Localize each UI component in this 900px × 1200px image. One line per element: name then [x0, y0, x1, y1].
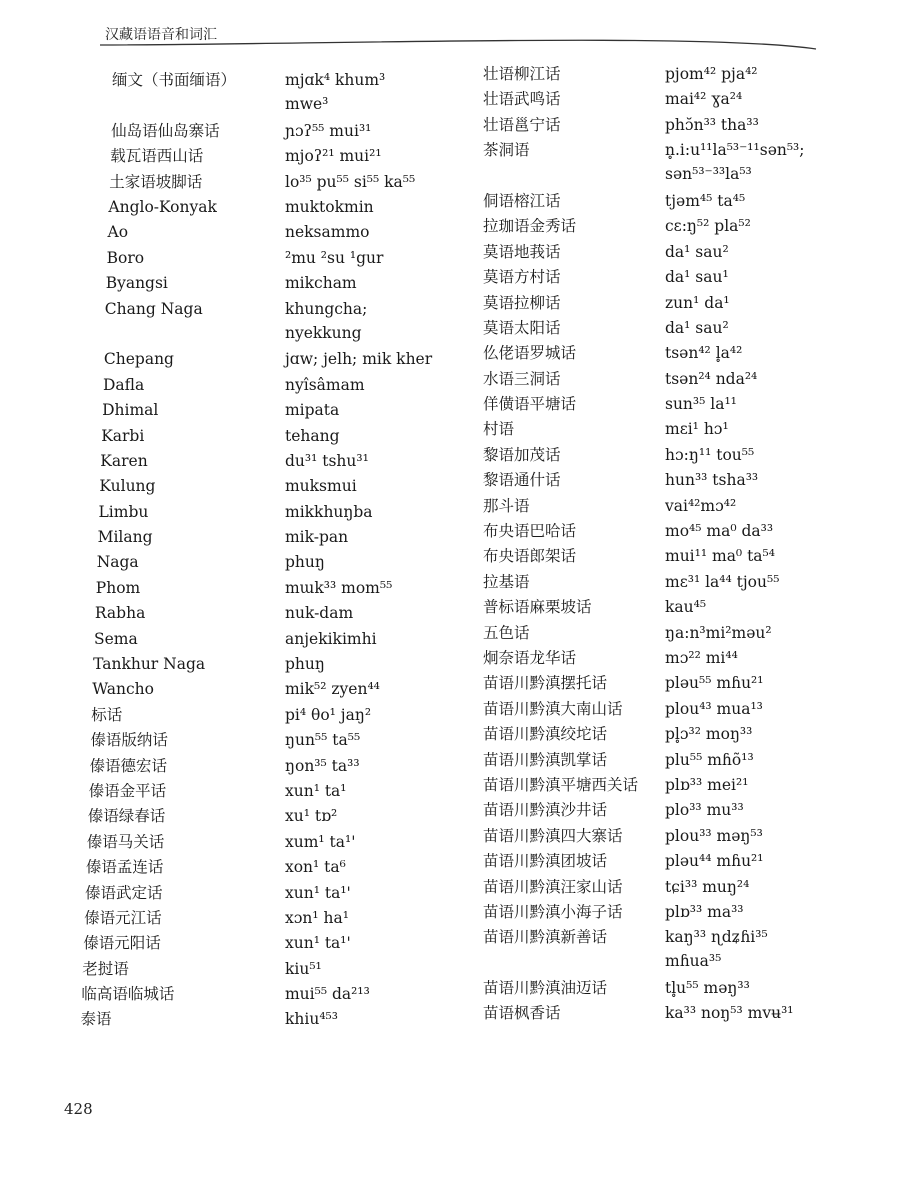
- entry-row: [80, 297, 432, 348]
- word-forms: [285, 576, 392, 600]
- language-name: 傣语马关话: [86, 832, 165, 851]
- language-name: 莫语地莪话: [483, 242, 561, 261]
- phonetic-form: ŋun⁵⁵ ta⁵⁵: [284, 731, 361, 750]
- word-forms: [285, 982, 370, 1006]
- phonetic-form: mik-pan: [284, 528, 349, 547]
- word-forms: [285, 931, 351, 955]
- phonetic-form: mjoʔ²¹ mui²¹: [284, 147, 382, 166]
- language-name: 载瓦语西山话: [110, 147, 204, 166]
- phonetic-form: hun³³ tsha³³: [665, 471, 759, 490]
- language-name: 苗语川黔滇汪家山话: [483, 877, 623, 896]
- phonetic-form: anjekikimhi: [285, 629, 377, 648]
- phonetic-form: plou³³ məŋ⁵³: [665, 826, 763, 845]
- word-forms: [285, 830, 356, 854]
- word-forms: [285, 68, 385, 116]
- entry-row: [483, 925, 805, 976]
- language-name: 布央语郎架话: [483, 547, 577, 566]
- entry-row: [80, 525, 432, 550]
- phonetic-form: lo³⁵ pu⁵⁵ si⁵⁵ ka⁵⁵: [284, 172, 416, 191]
- language-name: 傣语元江话: [84, 908, 162, 927]
- phonetic-form: nyîsâmam: [285, 375, 365, 394]
- language-name: Anglo-Konyak: [108, 197, 217, 216]
- language-name: 苗语枫香话: [483, 1004, 561, 1023]
- word-forms: [665, 494, 736, 518]
- entry-row: [483, 900, 805, 925]
- running-title: 汉藏语语音和词汇: [105, 27, 217, 43]
- word-forms: [285, 449, 369, 473]
- language-name: Rabha: [94, 604, 146, 623]
- word-forms: [285, 1007, 338, 1031]
- word-forms: [665, 697, 763, 721]
- language-name: 壮语邕宁话: [483, 115, 561, 134]
- word-forms: [285, 525, 348, 549]
- word-forms: [285, 398, 339, 422]
- entry-row: [80, 474, 432, 499]
- language-name: 莫语太阳话: [483, 318, 561, 337]
- entry-row: [80, 754, 432, 779]
- phonetic-form: xum¹ ta¹': [284, 832, 356, 851]
- language-name: Tankhur Naga: [93, 655, 206, 674]
- phonetic-form: mik⁵² zyen⁴⁴: [284, 680, 380, 699]
- word-forms: [665, 189, 745, 213]
- phonetic-form: mo⁴⁵ ma⁰ da³³: [665, 522, 774, 541]
- language-name: 傣语金平话: [88, 781, 167, 800]
- language-name: 泰语: [80, 1010, 112, 1029]
- word-forms: [285, 957, 322, 981]
- entry-row: [80, 424, 432, 449]
- entry-row: [483, 367, 805, 392]
- word-forms: [665, 925, 768, 973]
- word-forms: [665, 468, 758, 492]
- phonetic-form: jɑw; jelh; mik kher: [284, 350, 433, 369]
- entry-row: [483, 798, 805, 823]
- phonetic-form: xu¹ tɒ²: [284, 807, 338, 826]
- right-column: [483, 62, 805, 1027]
- phonetic-form: ka³³ noŋ⁵³ mvʉ³¹: [665, 1004, 794, 1023]
- language-name: 莫语拉柳话: [483, 293, 561, 312]
- language-name: 苗语川黔滇新善话: [483, 928, 608, 947]
- language-name: Sema: [94, 629, 138, 648]
- phonetic-form: tsən²⁴ nda²⁴: [665, 369, 758, 388]
- phonetic-form: mai⁴² ɣa²⁴: [665, 90, 743, 109]
- language-name: Chang Naga: [104, 299, 203, 318]
- word-forms: [665, 621, 772, 645]
- entry-row: [483, 621, 805, 646]
- entry-row: [483, 849, 805, 874]
- language-name: 老挝语: [82, 959, 129, 978]
- language-name: 佯僙语平塘话: [483, 395, 577, 414]
- entry-row: [80, 550, 432, 575]
- word-forms: [285, 855, 346, 879]
- phonetic-form: plu⁵⁵ mɦõ¹³: [665, 750, 754, 769]
- phonetic-form: mɛi¹ hɔ¹: [665, 420, 729, 439]
- word-forms: [665, 62, 758, 86]
- entry-row: [80, 728, 432, 753]
- entry-row: [483, 646, 805, 671]
- entry-row: [483, 595, 805, 620]
- phonetic-form: plo³³ mu³³: [665, 801, 744, 820]
- phonetic-form: tehang: [284, 426, 340, 445]
- language-name: 那斗语: [483, 496, 530, 515]
- word-forms: [665, 240, 729, 264]
- entry-row: [80, 830, 432, 855]
- word-forms: [285, 119, 371, 143]
- word-forms: [665, 798, 744, 822]
- entry-row: [483, 265, 805, 290]
- entry-row: [483, 341, 805, 366]
- phonetic-form: xon¹ ta⁶: [284, 858, 346, 877]
- language-name: 炯奈语龙华话: [483, 649, 577, 667]
- language-name: Ao: [107, 223, 129, 242]
- phonetic-form: mui⁵⁵ da²¹³: [284, 985, 370, 1004]
- word-forms: [665, 646, 738, 670]
- phonetic-form: tjəm⁴⁵ ta⁴⁵: [665, 191, 746, 210]
- word-forms: [285, 195, 374, 219]
- word-forms: [665, 773, 748, 797]
- phonetic-form: ²mu ²su ¹gur: [284, 248, 384, 267]
- phonetic-form: mɯk³³ mom⁵⁵: [284, 578, 393, 597]
- entry-row: [80, 804, 432, 829]
- phonetic-form: ŋa:n³mi²məu²: [665, 623, 772, 642]
- language-name: 苗语川黔滇沙井话: [483, 801, 608, 820]
- word-forms: [285, 906, 349, 930]
- phonetic-form: plɒ³³ mei²¹: [665, 775, 749, 794]
- word-forms: [285, 550, 325, 574]
- language-name: 黎语加茂话: [483, 445, 561, 464]
- entry-row: [80, 957, 432, 982]
- entry-row: [80, 906, 432, 931]
- word-forms: [665, 392, 737, 416]
- word-forms: [285, 246, 383, 270]
- language-name: 傣语绿春话: [87, 807, 166, 826]
- language-name: 布央语巴哈话: [483, 522, 577, 541]
- language-name: Milang: [97, 528, 153, 547]
- entry-row: [80, 119, 432, 144]
- phonetic-form: da¹ sau¹: [665, 268, 729, 287]
- phonetic-form: plɒ³³ ma³³: [665, 902, 744, 921]
- entry-row: [80, 246, 432, 271]
- phonetic-form: pjom⁴² pja⁴²: [665, 65, 758, 83]
- phonetic-form: mipata: [284, 401, 340, 420]
- word-forms: [665, 1001, 794, 1025]
- entry-row: [483, 214, 805, 239]
- word-forms: [285, 881, 351, 905]
- phonetic-form: mwe³: [285, 95, 329, 113]
- language-name: Boro: [106, 248, 145, 267]
- word-forms: [285, 170, 415, 194]
- entry-row: [80, 931, 432, 956]
- page-number: 428: [64, 1100, 93, 1118]
- entry-row: [80, 627, 432, 652]
- phonetic-form: kau⁴⁵: [665, 598, 707, 617]
- word-forms: [285, 220, 369, 244]
- word-forms: [285, 804, 337, 828]
- entry-row: [80, 195, 432, 220]
- entry-row: [483, 1001, 805, 1026]
- phonetic-form: nuk-dam: [284, 604, 354, 623]
- language-name: 茶洞语: [483, 141, 530, 160]
- phonetic-form: kaŋ³³ ɳdʑɦi³⁵: [665, 928, 768, 947]
- language-name: 仫佬语罗城话: [483, 344, 577, 363]
- word-forms: [665, 671, 763, 695]
- language-name: 苗语川黔滇油迈话: [483, 979, 608, 998]
- language-name: 傣语德宏话: [89, 756, 168, 775]
- language-name: 黎语通什话: [483, 471, 561, 490]
- entry-row: [483, 824, 805, 849]
- entry-row: [80, 601, 432, 626]
- word-forms: [285, 373, 365, 397]
- word-forms: [665, 570, 779, 594]
- phonetic-form: ŋon³⁵ ta³³: [285, 756, 360, 775]
- language-name: Limbu: [98, 502, 149, 521]
- word-forms: [285, 297, 367, 345]
- word-forms: [285, 779, 347, 803]
- language-name: Chepang: [103, 350, 174, 369]
- language-name: 苗语川黔滇绞坨话: [483, 725, 608, 744]
- language-name: 水语三洞话: [483, 369, 561, 388]
- phonetic-form: ɲɔʔ⁵⁵ mui³¹: [284, 121, 372, 140]
- word-forms: [285, 728, 360, 752]
- entry-row: [80, 855, 432, 880]
- phonetic-form: khiu⁴⁵³: [285, 1010, 338, 1029]
- entry-row: [483, 316, 805, 341]
- language-name: 苗语川黔滇大南山话: [483, 699, 623, 718]
- word-forms: [665, 748, 754, 772]
- phonetic-form: neksammo: [285, 223, 370, 242]
- entry-row: [483, 494, 805, 519]
- phonetic-form: xun¹ ta¹: [284, 781, 347, 800]
- phonetic-form: n̥.i:u¹¹la⁵³⁻¹¹sən⁵³;: [665, 141, 805, 160]
- word-forms: [665, 900, 744, 924]
- language-name: 仙岛语仙岛寨话: [111, 121, 220, 140]
- word-forms: [665, 875, 749, 899]
- phonetic-form: phuŋ: [284, 553, 325, 572]
- entry-row: [483, 392, 805, 417]
- phonetic-form: muksmui: [284, 477, 357, 496]
- phonetic-form: pi⁴ θo¹ jaŋ²: [284, 705, 372, 724]
- language-name: 苗语川黔滇平塘西关话: [483, 775, 639, 794]
- entry-row: [483, 87, 805, 112]
- word-forms: [665, 722, 752, 746]
- phonetic-form: du³¹ tshu³¹: [284, 451, 369, 470]
- phonetic-form: vai⁴²mɔ⁴²: [665, 496, 737, 515]
- phonetic-form: hɔ:ŋ¹¹ tou⁵⁵: [665, 445, 755, 464]
- phonetic-form: phuŋ: [284, 655, 325, 674]
- phonetic-form: da¹ sau²: [665, 318, 729, 337]
- word-forms: [285, 424, 340, 448]
- language-name: 壮语柳江话: [483, 65, 561, 83]
- phonetic-form: xun¹ ta¹': [285, 883, 351, 902]
- entry-row: [80, 373, 432, 398]
- word-forms: [285, 754, 360, 778]
- language-name: 傣语武定话: [85, 883, 163, 902]
- word-forms: [285, 703, 371, 727]
- language-name: 村语: [483, 420, 515, 439]
- phonetic-form: xɔn¹ ha¹: [284, 908, 349, 927]
- phonetic-form: mui¹¹ ma⁰ ta⁵⁴: [665, 547, 775, 566]
- phonetic-form: pl̥ɔ³² moŋ³³: [665, 725, 753, 744]
- entry-row: [483, 113, 805, 138]
- entry-row: [483, 671, 805, 696]
- entry-row: [483, 417, 805, 442]
- phonetic-form: mɛ³¹ la⁴⁴ tjou⁵⁵: [665, 572, 780, 591]
- entry-row: [80, 881, 432, 906]
- word-forms: [665, 291, 730, 315]
- language-name: Dhimal: [102, 401, 159, 420]
- language-name: 傣语元阳话: [83, 934, 161, 953]
- entry-row: [80, 449, 432, 474]
- word-forms: [285, 474, 357, 498]
- word-forms: [285, 347, 432, 371]
- entry-row: [483, 570, 805, 595]
- word-forms: [665, 544, 775, 568]
- entry-row: [80, 576, 432, 601]
- language-name: 傣语版纳话: [90, 731, 168, 750]
- language-name: 拉基语: [483, 572, 530, 591]
- entry-row: [80, 779, 432, 804]
- word-forms: [285, 144, 382, 168]
- language-name: Naga: [96, 553, 139, 572]
- language-name: 苗语川黔滇凯掌话: [483, 750, 608, 769]
- entry-row: [80, 68, 432, 119]
- phonetic-form: khungcha;: [284, 299, 368, 318]
- phonetic-form: sən⁵³⁻³³la⁵³: [665, 165, 752, 184]
- entry-row: [483, 875, 805, 900]
- entry-row: [80, 500, 432, 525]
- word-forms: [665, 214, 751, 238]
- entry-row: [483, 722, 805, 747]
- word-forms: [665, 849, 763, 873]
- word-forms: [285, 652, 325, 676]
- language-name: Dafla: [103, 375, 145, 394]
- language-name: 苗语川黔滇摆托话: [483, 674, 608, 693]
- entry-row: [483, 697, 805, 722]
- entry-row: [483, 544, 805, 569]
- entry-row: [483, 468, 805, 493]
- left-column: [80, 68, 432, 1033]
- word-forms: [665, 265, 729, 289]
- phonetic-form: plou⁴³ mua¹³: [665, 699, 763, 718]
- word-forms: [665, 417, 729, 441]
- language-name: Karen: [100, 451, 148, 470]
- language-name: Karbi: [101, 426, 145, 445]
- language-name: 壮语武鸣话: [483, 90, 561, 109]
- language-name: 苗语川黔滇四大寨话: [483, 826, 623, 845]
- entry-row: [80, 170, 432, 195]
- entry-row: [483, 62, 805, 87]
- word-forms: [665, 519, 773, 543]
- word-forms: [665, 824, 763, 848]
- phonetic-form: mikcham: [284, 274, 357, 293]
- entry-row: [483, 748, 805, 773]
- word-forms: [665, 316, 729, 340]
- word-forms: [665, 341, 742, 365]
- word-forms: [665, 113, 759, 137]
- word-forms: [285, 627, 377, 651]
- phonetic-form: pləu⁵⁵ mɦu²¹: [665, 674, 764, 693]
- word-forms: [285, 500, 373, 524]
- language-name: Phom: [95, 578, 141, 597]
- language-name: 缅文（书面缅语）: [112, 71, 237, 89]
- word-forms: [285, 271, 357, 295]
- entry-row: [80, 703, 432, 728]
- language-name: 苗语川黔滇小海子话: [483, 902, 623, 921]
- entry-row: [483, 773, 805, 798]
- language-name: 莫语方村话: [483, 268, 561, 287]
- entry-row: [483, 291, 805, 316]
- entry-row: [80, 652, 432, 677]
- language-name: 土家语坡脚话: [109, 172, 203, 191]
- phonetic-form: mɦua³⁵: [665, 952, 722, 971]
- phonetic-form: sun³⁵ la¹¹: [665, 395, 737, 414]
- language-name: 傣语孟连话: [85, 858, 164, 877]
- entry-row: [80, 982, 432, 1007]
- word-forms: [665, 367, 757, 391]
- language-name: 标话: [91, 705, 123, 724]
- phonetic-form: tɕi³³ muŋ²⁴: [665, 877, 750, 896]
- word-forms: [665, 87, 742, 111]
- entry-row: [483, 976, 805, 1001]
- word-forms: [285, 601, 353, 625]
- language-name: 拉珈语金秀话: [483, 217, 577, 236]
- language-name: 五色话: [483, 623, 530, 642]
- phonetic-form: da¹ sau²: [665, 242, 729, 261]
- phonetic-form: tsən⁴² l̥a⁴²: [665, 344, 743, 363]
- entry-row: [483, 519, 805, 544]
- phonetic-form: mikkhuŋba: [285, 502, 373, 521]
- word-forms: [665, 138, 805, 186]
- entry-row: [80, 144, 432, 169]
- word-forms: [285, 677, 380, 701]
- entry-row: [483, 240, 805, 265]
- language-name: Kulung: [99, 477, 156, 496]
- entry-row: [80, 271, 432, 296]
- entry-row: [80, 347, 432, 372]
- entry-row: [80, 398, 432, 423]
- phonetic-form: muktokmin: [284, 197, 374, 216]
- language-name: 普标语麻栗坡话: [483, 598, 592, 617]
- phonetic-form: cɛ:ŋ⁵² pla⁵²: [665, 217, 751, 236]
- word-forms: [665, 976, 750, 1000]
- language-name: 侗语榕江话: [483, 191, 561, 210]
- word-forms: [665, 443, 754, 467]
- phonetic-form: zun¹ da¹: [665, 293, 730, 312]
- phonetic-form: mjɑk⁴ khum³: [285, 71, 386, 89]
- phonetic-form: kiu⁵¹: [284, 959, 322, 978]
- phonetic-form: phɔ̆n³³ tha³³: [665, 115, 759, 134]
- phonetic-form: tl̥u⁵⁵ məŋ³³: [665, 979, 750, 998]
- language-name: 苗语川黔滇团坡话: [483, 852, 608, 871]
- phonetic-form: pləu⁴⁴ mɦu²¹: [665, 852, 764, 871]
- language-name: Wancho: [92, 680, 154, 699]
- word-forms: [665, 595, 706, 619]
- entry-row: [80, 220, 432, 245]
- entry-row: [483, 189, 805, 214]
- entry-row: [80, 677, 432, 702]
- entry-row: [80, 1007, 432, 1032]
- phonetic-form: xun¹ ta¹': [284, 934, 351, 953]
- entry-row: [483, 443, 805, 468]
- entry-row: [483, 138, 805, 189]
- phonetic-form: nyekkung: [284, 323, 362, 342]
- phonetic-form: mɔ²² mi⁴⁴: [665, 649, 738, 667]
- language-name: 临高语临城话: [81, 985, 175, 1004]
- language-name: Byangsi: [105, 274, 168, 293]
